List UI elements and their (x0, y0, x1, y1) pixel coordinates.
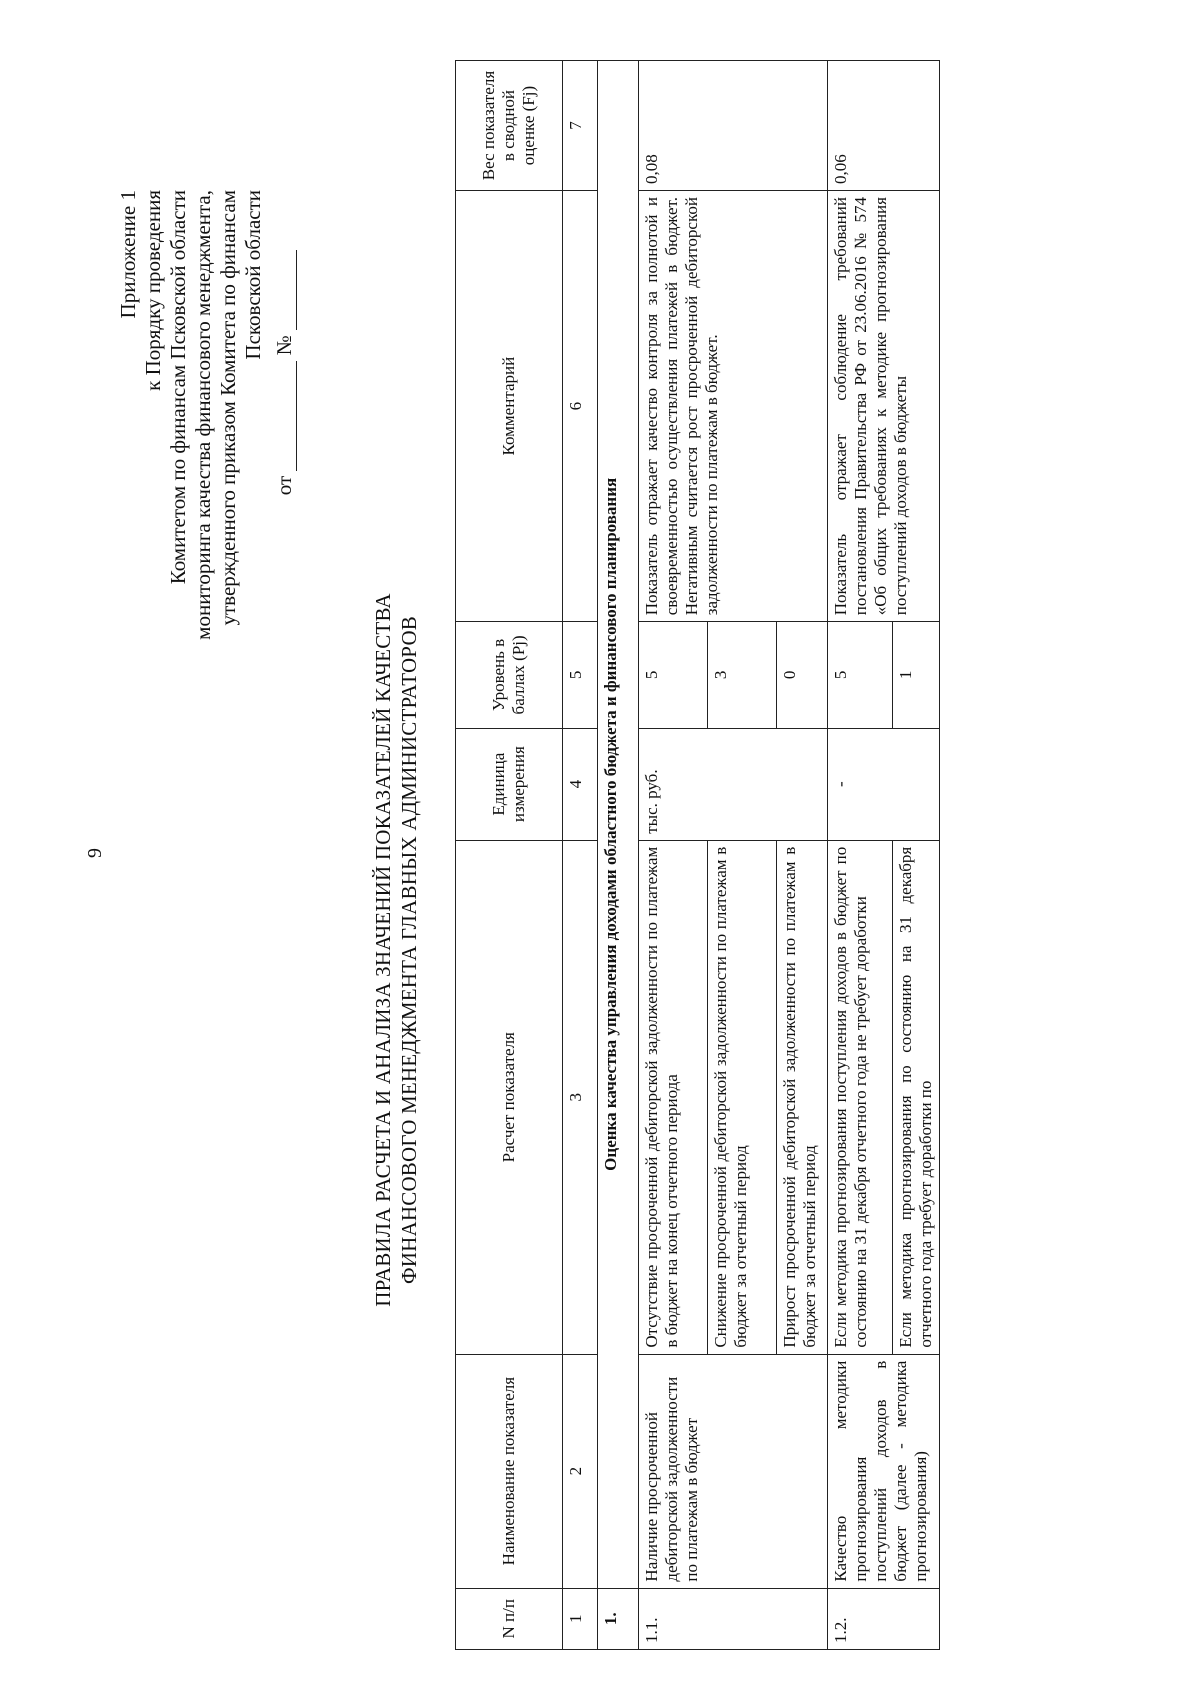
header-row (456, 61, 563, 1650)
points-cell: 5 (639, 622, 708, 728)
section-title: Оценка качества управления доходами областного бюджета и финансового планирования (598, 61, 639, 1589)
table-row (639, 61, 708, 1650)
appendix-line: Псковской области (241, 190, 265, 360)
date-number-line (272, 190, 297, 650)
title-line-2: ФИНАНСОВОГО МЕНЕДЖМЕНТА ГЛАВНЫХ АДМИНИСТРАТОРОВ (397, 615, 421, 1285)
points-cell: 5 (828, 622, 893, 728)
row-number: 1.2. (828, 1588, 940, 1649)
column-number: 2 (563, 1354, 598, 1588)
date-prefix: от (272, 475, 296, 496)
number-sign: № (272, 335, 296, 356)
comment-cell: Показатель отражает соблюдение требований постановления Правительства РФ от 23.06.2016 № 574 «Об общих требованиях к методике прогнозирования поступлений доходов в бюджеты (828, 191, 940, 622)
header-cell: N п/п (456, 1588, 563, 1649)
appendix-line: Комитетом по финансам Псковской области (166, 190, 190, 585)
column-number: 5 (563, 622, 598, 728)
calc-cell: Если методика прогнозирования поступления доходов в бюджет по состоянию на 31 декабря отчетного года не требует доработки (828, 840, 893, 1354)
table-row (828, 61, 893, 1650)
unit-cell: - (828, 728, 940, 840)
comment-cell: Показатель отражает качество контроля за полнотой и своевременностью осуществления платежей в бюджет. Негативным считается рост просроченной дебиторской задолженности по платежам в бюджет. (639, 191, 828, 622)
rotated-sheet (0, 30, 1050, 1650)
indicators-table (455, 60, 940, 1650)
unit-cell: тыс. руб. (639, 728, 828, 840)
calc-cell: Отсутствие просроченной дебиторской задолженности по платежам в бюджет на конец отчетного периода (639, 840, 708, 1354)
indicator-name: Качество методики прогнозирования поступлений доходов в бюджет (далее - методика прогнозирования) (828, 1354, 940, 1588)
header-cell: Комментарий (456, 191, 563, 622)
date-blank (278, 361, 297, 471)
column-number: 3 (563, 840, 598, 1354)
points-cell: 3 (708, 622, 777, 728)
column-number-row (563, 61, 598, 1650)
weight-cell: 0,08 (639, 61, 828, 191)
title-line-1: ПРАВИЛА РАСЧЕТА И АНАЛИЗА ЗНАЧЕНИЙ ПОКАЗАТЕЛЕЙ КАЧЕСТВА (371, 593, 395, 1307)
header-cell: Уровень в баллах (Pj) (456, 622, 563, 728)
document-title (370, 550, 422, 1350)
column-number: 4 (563, 728, 598, 840)
points-cell: 0 (777, 622, 828, 728)
header-cell: Вес показателя в сводной оценке (Fj) (456, 61, 563, 191)
calc-cell: Прирост просроченной дебиторской задолженности по платежам в бюджет за отчетный период (777, 840, 828, 1354)
appendix-line: утвержденного приказом Комитета по финансам (216, 190, 240, 626)
number-blank (278, 250, 297, 330)
weight-cell: 0,06 (828, 61, 940, 191)
column-number: 1 (563, 1588, 598, 1649)
column-number: 7 (563, 61, 598, 191)
header-cell: Единица измерения (456, 728, 563, 840)
column-number: 6 (563, 191, 598, 622)
calc-cell: Снижение просроченной дебиторской задолженности по платежам в бюджет за отчетный период (708, 840, 777, 1354)
row-number: 1.1. (639, 1588, 828, 1649)
indicator-name: Наличие просроченной дебиторской задолженности по платежам в бюджет (639, 1354, 828, 1588)
header-cell: Наименование показателя (456, 1354, 563, 1588)
page-number: 9 (84, 848, 106, 858)
appendix-line: мониторинга качества финансового менеджмента, (191, 190, 215, 640)
appendix-line: Приложение 1 (116, 190, 140, 319)
points-cell: 1 (893, 622, 940, 728)
calc-cell: Если методика прогнозирования по состоянию на 31 декабря отчетного года требует доработки по (893, 840, 940, 1354)
appendix-block (116, 190, 297, 650)
section-number: 1. (598, 1588, 639, 1649)
header-cell: Расчет показателя (456, 840, 563, 1354)
section-row (598, 61, 639, 1650)
appendix-line: к Порядку проведения (141, 190, 165, 391)
